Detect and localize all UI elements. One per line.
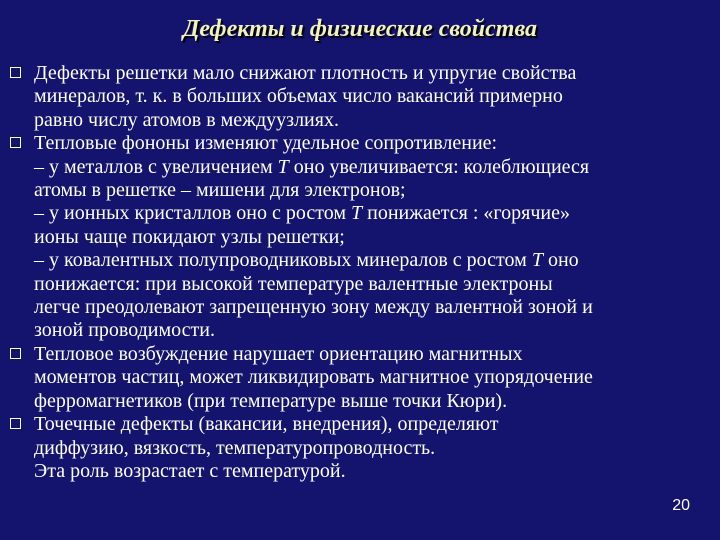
bullet-text (34, 343, 714, 413)
slide-title: Дефекты и физические свойства (182, 16, 538, 42)
square-bullet-icon (10, 67, 21, 78)
text-fragment: – у ковалентных полупроводниковых минералов с ростом (34, 249, 532, 272)
text-line: легче преодолевают запрещенную зону между валентной зоной и (34, 296, 593, 319)
text-line: зоной проводимости. (34, 319, 215, 342)
text-line (34, 156, 714, 179)
text-line: минералов, т. к. в больших объемах число вакансий примерно (34, 85, 563, 108)
text-line: понижается: при высокой температуре валентные электроны (34, 272, 553, 295)
text-line: ионы чаще покидают узлы решетки; (34, 225, 345, 248)
text-fragment: оно увеличивается: колеблющиеся (288, 155, 590, 178)
text-line: Точечные дефекты (вакансии, внедрения), определяют (34, 413, 499, 436)
text-line (34, 249, 714, 272)
bullet-item (10, 343, 714, 413)
text-line: моментов частиц, может ликвидировать магнитное упорядочение (34, 366, 593, 389)
variable-T: T (277, 155, 289, 178)
text-line: Дефекты решетки мало снижают плотность и упругие свойства (34, 62, 577, 84)
trailing-text: Эта роль возрастает с температурой. (34, 459, 346, 482)
square-bullet-icon (10, 137, 21, 148)
bullet-item (10, 62, 714, 132)
text-line: равно числу атомов в междуузлиях. (34, 108, 339, 131)
text-fragment: – у ионных кристаллов оно с ростом (34, 202, 351, 225)
text-line: Тепловое возбуждение нарушает ориентацию магнитных (34, 342, 523, 365)
square-bullet-icon (10, 418, 21, 429)
text-line: ферромагнетиков (при температуре выше точки Кюри). (34, 389, 508, 412)
page-number: 20 (672, 497, 690, 514)
bullet-text (34, 413, 714, 460)
bullet-text (34, 132, 714, 343)
text-line: диффузию, вязкость, температуропроводность. (34, 436, 436, 459)
bullet-item (10, 132, 714, 343)
bullet-item (10, 413, 714, 460)
variable-T: T (531, 249, 543, 272)
text-fragment: понижается : «горячие» (362, 202, 570, 225)
variable-T: T (351, 202, 363, 225)
text-line (34, 202, 714, 225)
text-fragment: оно (542, 249, 579, 272)
text-fragment: – у металлов с увеличением (34, 155, 278, 178)
text-line: атомы в решетке – мишени для электронов; (34, 179, 406, 202)
text-line: Тепловые фононы изменяют удельное сопротивление: (34, 132, 498, 155)
slide-content (10, 62, 714, 483)
square-bullet-icon (10, 348, 21, 359)
bullet-text (34, 62, 714, 132)
